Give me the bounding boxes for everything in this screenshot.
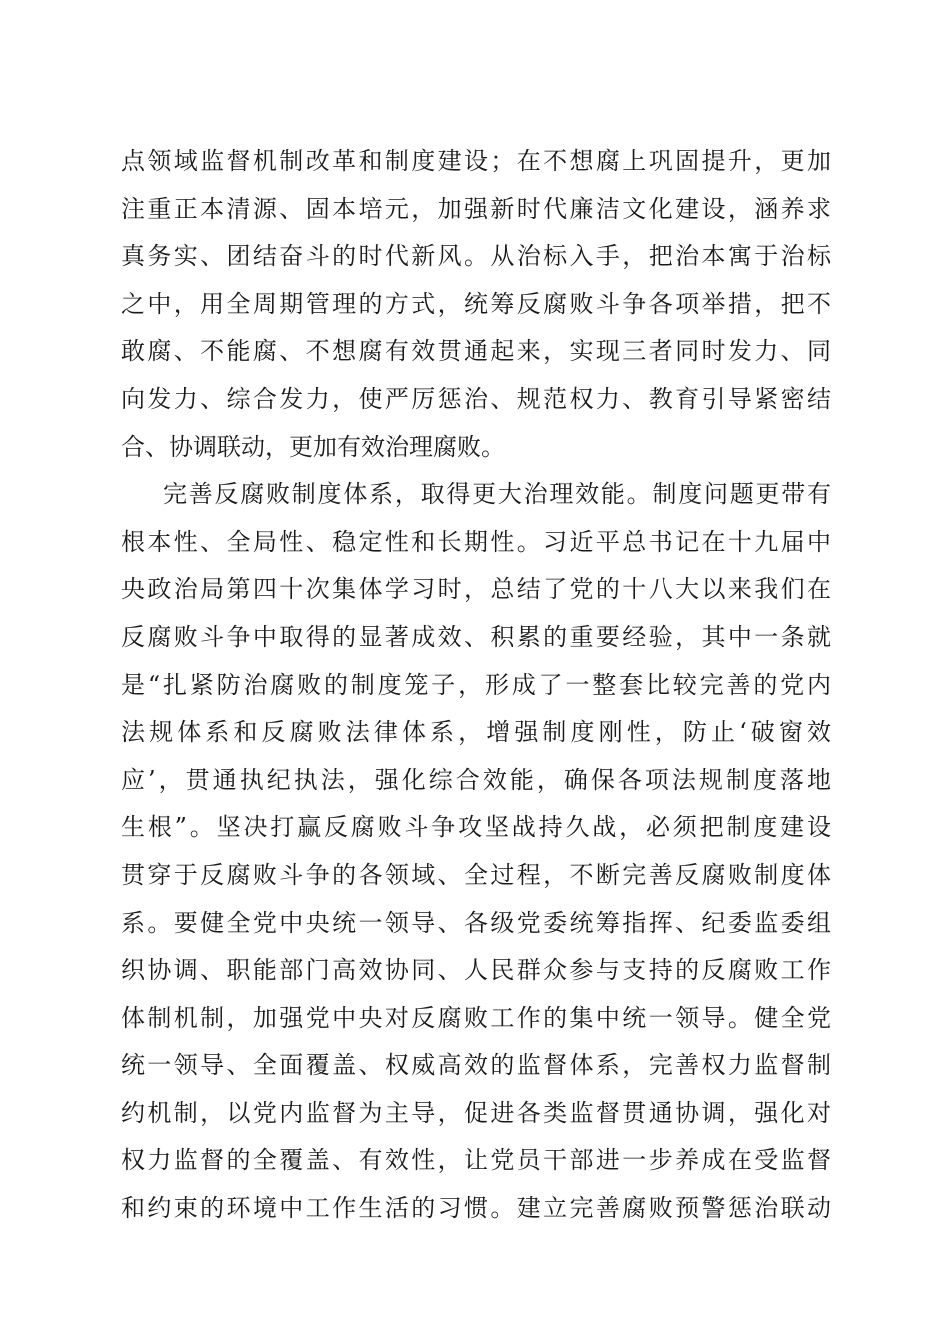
- body-text: [121, 138, 831, 1233]
- text-line: 系。要健全党中央统一领导、各级党委统筹指挥、纪委监委组: [121, 908, 831, 937]
- text-line: 权力监督的全覆盖、有效性，让党员干部进一步养成在受监督: [121, 1146, 831, 1175]
- text-line: 织协调、职能部门高效协同、人民群众参与支持的反腐败工作: [121, 956, 831, 985]
- text-line: 根本性、全局性、稳定性和长期性。习近平总书记在十九届中: [121, 527, 831, 556]
- paragraph-first-line: 完善反腐败制度体系，取得更大治理效能。制度问题更带有: [163, 480, 831, 509]
- text-line: 反腐败斗争中取得的显著成效、积累的重要经验，其中一条就: [121, 622, 831, 651]
- text-line: 统一领导、全面覆盖、权威高效的监督体系，完善权力监督制: [121, 1051, 831, 1080]
- text-line: 体制机制，加强党中央对反腐败工作的集中统一领导。健全党: [121, 1003, 831, 1032]
- text-line: 之中，用全周期管理的方式，统筹反腐败斗争各项举措，把不: [121, 289, 831, 318]
- text-line: 生根”。坚决打赢反腐败斗争攻坚战持久战，必须把制度建设: [121, 813, 831, 842]
- text-line: 央政治局第四十次集体学习时，总结了党的十八大以来我们在: [121, 575, 831, 604]
- text-line: 法规体系和反腐败法律体系，增强制度刚性，防止‘破窗效: [121, 718, 831, 747]
- text-line: 真务实、团结奋斗的时代新风。从治标入手，把治本寓于治标: [121, 242, 831, 271]
- text-line: 约机制，以党内监督为主导，促进各类监督贯通协调，强化对: [121, 1098, 831, 1127]
- text-line: 敢腐、不能腐、不想腐有效贯通起来，实现三者同时发力、同: [121, 337, 831, 366]
- text-line: 和约束的环境中工作生活的习惯。建立完善腐败预警惩治联动: [121, 1194, 831, 1223]
- text-line: 是“扎紧防治腐败的制度笼子，形成了一整套比较完善的党内: [121, 670, 831, 699]
- text-line: 点领域监督机制改革和制度建设；在不想腐上巩固提升，更加: [121, 147, 831, 175]
- text-line: 贯穿于反腐败斗争的各领域、全过程，不断完善反腐败制度体: [121, 860, 831, 889]
- text-line: 应’，贯通执纪执法，强化综合效能，确保各项法规制度落地: [121, 765, 831, 794]
- text-line: 向发力、综合发力，使严厉惩治、规范权力、教育引导紧密结: [121, 384, 831, 413]
- text-line: 注重正本清源、固本培元，加强新时代廉洁文化建设，涵养求: [121, 194, 831, 223]
- text-line: 合、协调联动，更加有效治理腐败。: [121, 432, 505, 461]
